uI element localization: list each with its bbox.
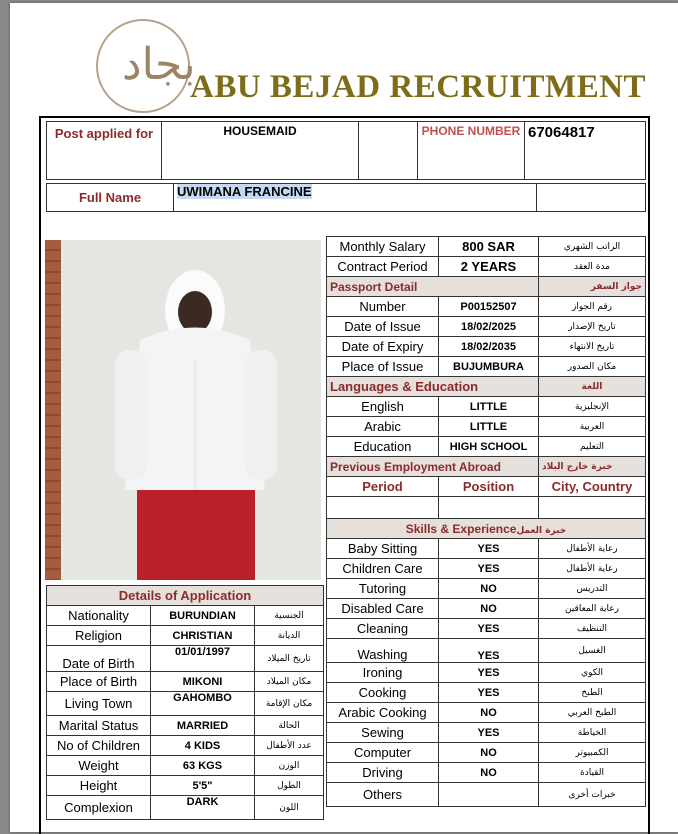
passport-number-value: P00152507 [439,297,539,317]
education-value: HIGH SCHOOL [439,437,539,457]
application-value: 4 KIDS [151,736,255,756]
phone-label: PHONE NUMBER [418,122,525,180]
skill-label: Sewing [327,723,439,743]
application-label: Complexion [47,796,151,820]
application-value: 01/01/1997 [151,646,255,672]
position-column-header: Position [439,477,539,497]
skill-value: NO [439,743,539,763]
application-arabic: الطول [255,776,324,796]
skill-arabic: رعاية الأطفال [539,539,646,559]
salary-label: Monthly Salary [327,237,439,257]
period-column-header: Period [327,477,439,497]
fullname-table [46,183,646,212]
phone-value: 67064817 [525,122,646,180]
skill-arabic: رعاية الأطفال [539,559,646,579]
skill-value: YES [439,619,539,639]
passport-title-arabic: جواز السفر [539,277,646,297]
issue-date-label: Date of Issue [327,317,439,337]
education-label: Education [327,437,439,457]
skill-arabic: التنظيف [539,619,646,639]
application-arabic: الوزن [255,756,324,776]
issue-date-arabic: تاريخ الإصدار [539,317,646,337]
right-table [326,236,646,807]
skill-label: Computer [327,743,439,763]
english-value: LITTLE [439,397,539,417]
skill-arabic: التدريس [539,579,646,599]
issue-date-value: 18/02/2025 [439,317,539,337]
english-label: English [327,397,439,417]
skill-label: Washing [327,639,439,663]
application-arabic: تاريخ الميلاد [255,646,324,672]
skill-value: NO [439,599,539,619]
languages-title: Languages & Education [327,377,539,397]
application-arabic: مكان الميلاد [255,672,324,692]
education-arabic: التعليم [539,437,646,457]
post-label: Post applied for [47,122,162,180]
salary-arabic: الراتب الشهري [539,237,646,257]
application-sheet [10,3,678,832]
skill-label: Driving [327,763,439,783]
application-value: GAHOMBO [151,692,255,716]
application-label: Weight [47,756,151,776]
skill-label: Arabic Cooking [327,703,439,723]
skill-arabic: الكمبيوتر [539,743,646,763]
empty-cell [359,122,418,180]
application-value: BURUNDIAN [151,606,255,626]
skill-value: NO [439,703,539,723]
employment-empty-cell [539,497,646,519]
skill-arabic: القيادة [539,763,646,783]
skill-value: YES [439,663,539,683]
english-arabic: الإنجليزية [539,397,646,417]
applicant-photo [45,240,321,580]
application-label: Religion [47,626,151,646]
application-arabic: الجنسية [255,606,324,626]
fullname-label: Full Name [47,184,174,212]
skill-label: Others [327,783,439,807]
application-arabic: مكان الإقامة [255,692,324,716]
period-arabic: مدة العقد [539,257,646,277]
skill-value: YES [439,559,539,579]
skill-arabic: الطبخ [539,683,646,703]
expiry-date-label: Date of Expiry [327,337,439,357]
skill-arabic: خبرات أخرى [539,783,646,807]
skill-label: Tutoring [327,579,439,599]
fullname-value: UWIMANA FRANCINE [177,184,312,199]
languages-title-arabic: اللغة [539,377,646,397]
place-of-issue-label: Place of Issue [327,357,439,377]
empty-cell [537,184,646,212]
skill-arabic: الخياطة [539,723,646,743]
application-label: Marital Status [47,716,151,736]
application-arabic: اللون [255,796,324,820]
application-arabic: الحالة [255,716,324,736]
skill-arabic: الغسيل [539,639,646,663]
skill-label: Baby Sitting [327,539,439,559]
passport-number-arabic: رقم الجواز [539,297,646,317]
arabic-value: LITTLE [439,417,539,437]
arabic-label: Arabic [327,417,439,437]
skills-title: Skills & Experience [405,521,517,536]
employment-title-arabic: خبرة خارج البلاد [539,457,646,477]
skill-label: Children Care [327,559,439,579]
application-label: Date of Birth [47,646,151,672]
skill-value [439,783,539,807]
place-of-issue-arabic: مكان الصدور [539,357,646,377]
skill-arabic: الكوي [539,663,646,683]
application-value: 5'5" [151,776,255,796]
expiry-date-value: 18/02/2035 [439,337,539,357]
skill-label: Cooking [327,683,439,703]
skill-value: YES [439,723,539,743]
skills-title-cell [327,519,646,539]
application-value: CHRISTIAN [151,626,255,646]
passport-number-label: Number [327,297,439,317]
calligraphy-logo-icon: بجاد [122,39,196,90]
employment-empty-cell [327,497,439,519]
arabic-arabic: العربية [539,417,646,437]
application-arabic: عدد الأطفال [255,736,324,756]
skill-value: YES [439,683,539,703]
employment-empty-cell [439,497,539,519]
skill-value: NO [439,763,539,783]
skill-value: NO [439,579,539,599]
passport-title: Passport Detail [327,277,539,297]
fullname-cell [174,184,537,212]
skill-value: YES [439,639,539,663]
application-label: Place of Birth [47,672,151,692]
application-label: Height [47,776,151,796]
application-label: Nationality [47,606,151,626]
location-column-header: City, Country [539,477,646,497]
skill-value: YES [439,539,539,559]
period-value: 2 YEARS [439,257,539,277]
employment-title: Previous Employment Abroad [327,457,539,477]
application-value: 63 KGS [151,756,255,776]
salary-value: 800 SAR [439,237,539,257]
skills-title-arabic: خبرة العمل [516,525,567,536]
post-value: HOUSEMAID [162,122,359,180]
application-value: MIKONI [151,672,255,692]
skill-label: Disabled Care [327,599,439,619]
header-table [46,121,646,180]
period-label: Contract Period [327,257,439,277]
application-value: DARK [151,796,255,820]
application-arabic: الديانة [255,626,324,646]
place-of-issue-value: BUJUMBURA [439,357,539,377]
skill-label: Ironing [327,663,439,683]
skill-arabic: رعاية المعاقين [539,599,646,619]
application-table [46,585,324,820]
application-label: No of Children [47,736,151,756]
company-name: ABU BEJAD RECRUITMENT [190,69,647,105]
skill-label: Cleaning [327,619,439,639]
skill-arabic: الطبخ العربي [539,703,646,723]
application-title: Details of Application [47,586,324,606]
application-label: Living Town [47,692,151,716]
application-value: MARRIED [151,716,255,736]
expiry-date-arabic: تاريخ الانتهاء [539,337,646,357]
